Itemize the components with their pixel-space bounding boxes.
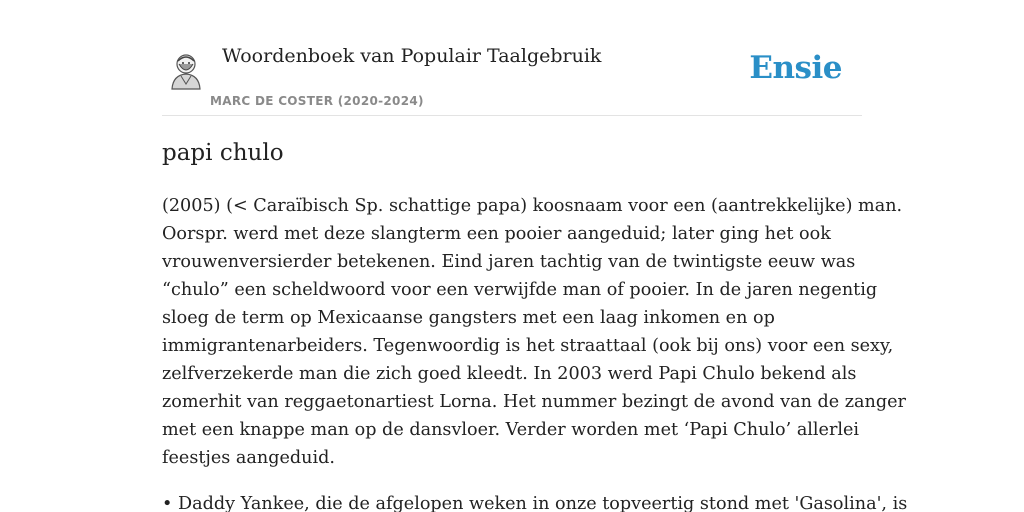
definition-line: Oorspr. werd met deze slangterm een pooier aangeduid; later ging het ook: [162, 224, 831, 244]
dictionary-header: [162, 0, 862, 116]
definition-line: feestjes aangeduid.: [162, 448, 335, 468]
definition-line: “chulo” een scheldwoord voor een verwijfde man of pooier. In de jaren negentig: [162, 280, 878, 300]
example-quote: • Daddy Yankee, die de afgelopen weken in onze topveertig stond met 'Gasolina', is: [162, 494, 908, 512]
definition-line: immigrantenarbeiders. Tegenwoordig is het straattaal (ook bij ons) voor een sexy,: [162, 336, 894, 356]
entry-title: papi chulo: [162, 140, 284, 166]
definition-line: zomerhit van reggaetonartiest Lorna. Het nummer bezingt de avond van de zanger: [162, 392, 906, 412]
definition-line: met een knappe man op de dansvloer. Verder worden met ‘Papi Chulo’ allerlei: [162, 420, 860, 440]
entry-definition: [162, 192, 906, 472]
entry-container: [162, 0, 908, 512]
definition-line: vrouwenversierder betekenen. Eind jaren tachtig van de twintigste eeuw was: [162, 252, 856, 272]
definition-line: zelfverzekerde man die zich goed kleedt. In 2003 werd Papi Chulo bekend als: [162, 364, 857, 384]
ensie-logo-link[interactable]: Ensie: [749, 50, 842, 86]
dictionary-title[interactable]: Woordenboek van Populair Taalgebruik: [222, 45, 602, 67]
author-portrait-icon: [168, 50, 204, 90]
definition-line: (2005) (< Caraïbisch Sp. schattige papa) koosnaam voor een (aantrekkelijke) man.: [162, 196, 903, 216]
dictionary-author[interactable]: MARC DE COSTER (2020-2024): [210, 94, 424, 108]
definition-line: sloeg de term op Mexicaanse gangsters met een laag inkomen en op: [162, 308, 775, 328]
